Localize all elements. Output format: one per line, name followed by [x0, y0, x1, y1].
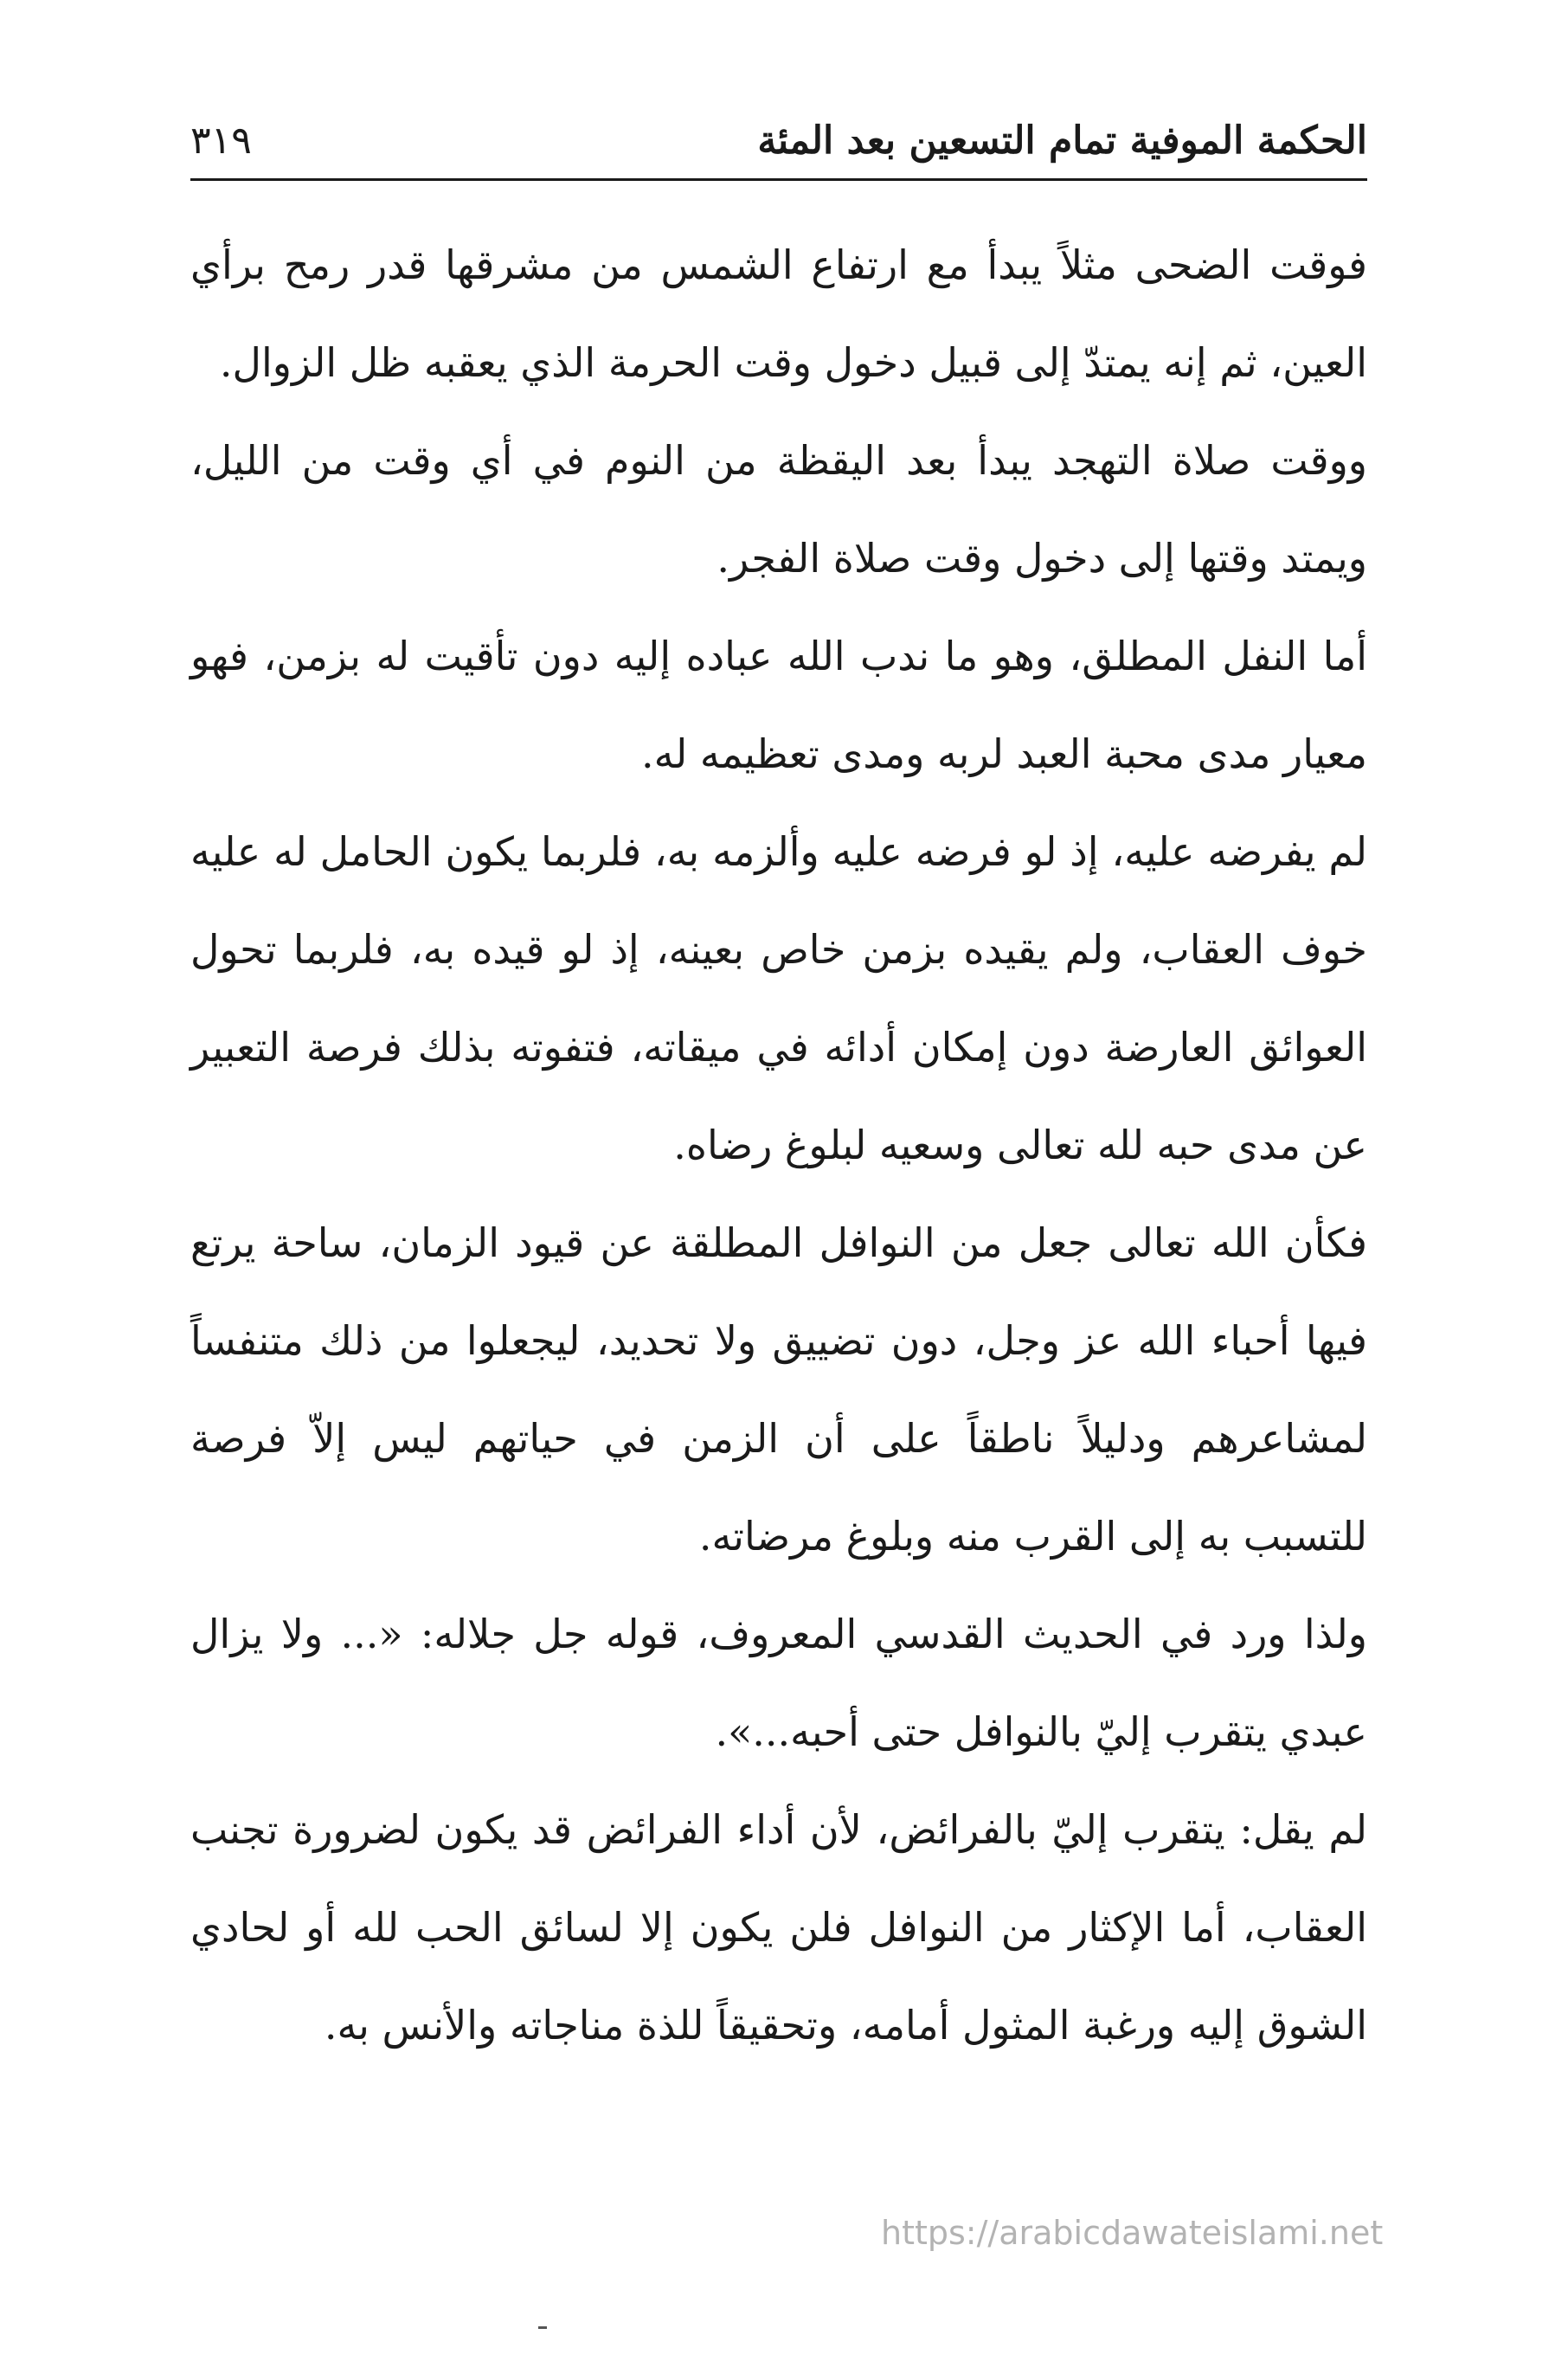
- paragraph: أما النفل المطلق، وهو ما ندب الله عباده إليه دون تأقيت له بزمن، فهو معيار مدى محبة العبد لربه ومدى تعظيمه له.: [190, 633, 1367, 777]
- watermark-url: https://arabicdawateislami.net: [881, 2214, 1384, 2252]
- header-rule: [190, 178, 1367, 181]
- paragraph: فوقت الضحى مثلاً يبدأ مع ارتفاع الشمس من مشرقها قدر رمح برأي العين، ثم إنه يمتدّ إلى قبيل دخول وقت الحرمة الذي يعقبه ظل الزوال.: [190, 241, 1367, 386]
- paragraph: فكأن الله تعالى جعل من النوافل المطلقة عن قيود الزمان، ساحة يرتع فيها أحباء الله عز وجل، دون تضييق ولا تحديد، ليجعلوا من ذلك متنفساً لمشاعرهم ودليلاً ناطقاً على أن الزمن في حياتهم ليس إلاّ فرصة للتسبب به إلى القرب منه وبلوغ مرضاته.: [190, 1219, 1367, 1560]
- paragraph: ووقت صلاة التهجد يبدأ بعد اليقظة من النوم في أي وقت من الليل، ويمتد وقتها إلى دخول وقت صلاة الفجر.: [190, 437, 1367, 582]
- scan-mark: [538, 2326, 547, 2329]
- paragraph: لم يفرضه عليه، إذ لو فرضه عليه وألزمه به، فلربما يكون الحامل له عليه خوف العقاب، ولم يقيده بزمن خاص بعينه، إذ لو قيده به، فلربما تحول العوائق العارضة دون إمكان أدائه في ميقاته، فتفوته بذلك فرصة التعبير عن مدى حبه لله تعالى وسعيه لبلوغ رضاه.: [190, 828, 1367, 1168]
- paragraph: لم يقل: يتقرب إليّ بالفرائض، لأن أداء الفرائض قد يكون لضرورة تجنب العقاب، أما الإكثار من النوافل فلن يكون إلا لسائق الحب لله أو لحادي الشوق إليه ورغبة المثول أمامه، وتحقيقاً للذة مناجاته والأنس به.: [190, 1806, 1367, 2049]
- paragraph: ولذا ورد في الحديث القدسي المعروف، قوله جل جلاله: «... ولا يزال عبدي يتقرب إليّ بالنوافل حتى أحبه...».: [190, 1611, 1367, 1755]
- page-header: [190, 111, 1367, 171]
- running-title: الحكمة الموفية تمام التسعين بعد المئة: [757, 119, 1367, 163]
- body-text: [190, 216, 1367, 2074]
- page-number: ٣١٩: [190, 119, 252, 163]
